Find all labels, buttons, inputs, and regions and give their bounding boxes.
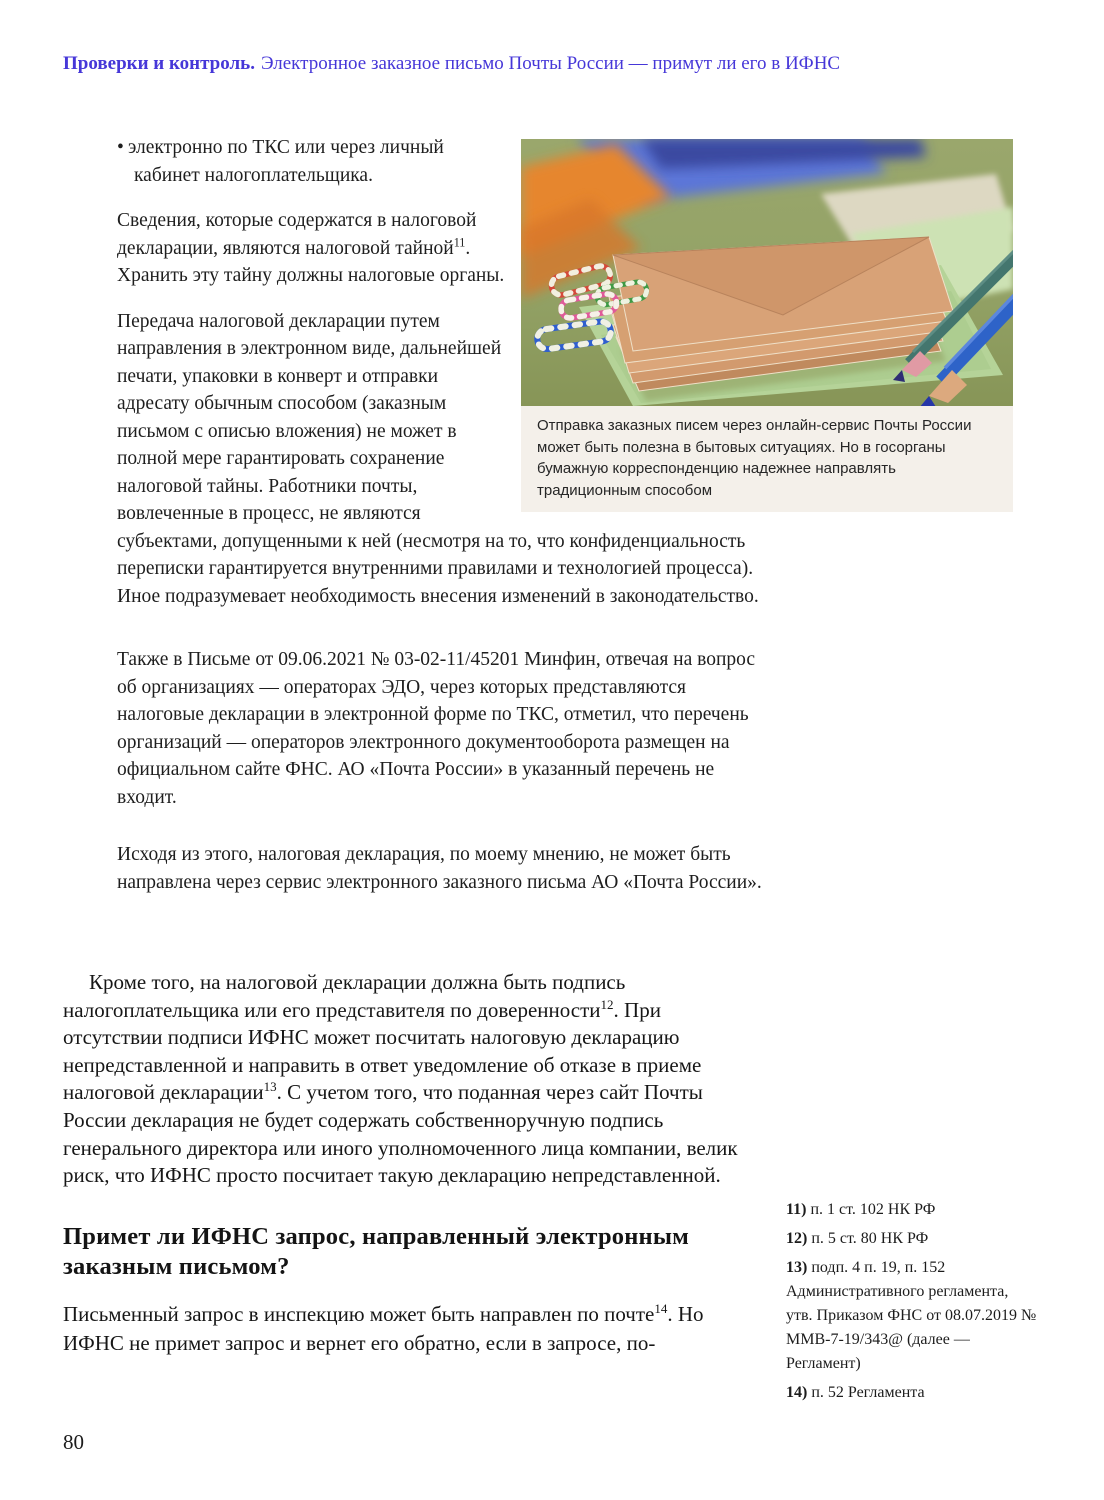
footnote-12-number: 12) xyxy=(786,1230,808,1247)
paragraph-written-request: Письменный запрос в инспекцию может быть направлен по почте$^{14}$. Но ИФНС не примет запрос и вернет его обратно, если в запросе, по- xyxy=(63,1300,704,1355)
article-lower-section xyxy=(63,969,763,1358)
paragraph-minfin-letter: Также в Письме от 09.06.2021 № 03-02-11/45201 Минфин, отвечая на вопрос об организациях — операторах ЭДО, через которых представляются налоговые декларации в электронной форме по ТКС, отметил, что перечень организаций — операторов электронного документооборота размещен на официальном сайте ФНС. АО «Почта России» в указанный перечень не входит. xyxy=(117,649,756,808)
footnote-13 xyxy=(786,1256,1038,1376)
footnote-11-number: 11) xyxy=(786,1201,807,1218)
article-upper-column xyxy=(117,134,762,914)
page-number: 80 xyxy=(63,1430,84,1454)
footnote-12-text: п. 5 ст. 80 НК РФ xyxy=(811,1230,929,1247)
footnote-13-number: 13) xyxy=(786,1259,808,1276)
footnote-14 xyxy=(786,1381,1038,1405)
footnote-14-number: 14) xyxy=(786,1384,808,1401)
footnote-11-text: п. 1 ст. 102 НК РФ xyxy=(810,1201,936,1218)
footnotes-rail xyxy=(786,1198,1038,1410)
bullet-text: электронно по ТКС или через личный кабинет налогоплательщика. xyxy=(128,137,444,186)
subheading-ifns-request: Примет ли ИФНС запрос, направленный электронным заказным письмом? xyxy=(63,1222,690,1280)
photo-wrap-spacer xyxy=(510,134,762,506)
footnote-13-text: подп. 4 п. 19, п. 152 Административного регламента, утв. Приказом ФНС от 08.07.2019 № ММВ-7-19/343@ (далее — Регламент) xyxy=(786,1259,1037,1372)
section-label: Проверки и контроль. xyxy=(63,53,255,74)
article-title: Электронное заказное письмо Почты России — примут ли его в ИФНС xyxy=(260,53,841,74)
paragraph-transfer: Передача налоговой декларации путем направления в электронном виде, дальнейшей печати, упаковки в конверт и отправки адресату обычным способом (заказным письмом с описью вложения) не может в полной мере гарантировать сохранение налоговой тайны. Работники почты, вовлеченные в процесс, не являются субъектами, допущенными к ней (несмотря на то, что конфиденциальность переписки гарантируется внутренними правилами и технологией процесса). Иное подразумевает необходимость внесения изменений в законодательство. xyxy=(117,310,759,607)
footnote-12 xyxy=(786,1227,1038,1251)
photo-caption: Отправка заказных писем через онлайн-сервис Почты России может быть полезна в бытовых ситуациях. Но в госорганы бумажную корреспонденцию надежнее направлять традиционным способом xyxy=(521,406,1013,512)
bullet-marker: • xyxy=(117,137,124,158)
paragraph-signature-risk: Кроме того, на налоговой декларации должна быть подпись налогоплательщика или его представителя по доверенности$^{12}$. При отсутствии подписи ИФНС может посчитать налоговую декларацию непредставленной и направить в ответ уведомление об отказе в приеме налоговой декларации$^{13}$. С учетом того, что поданная через сайт Почты России декларация не будет содержать собственноручную подпись генерального директора или иного уполномоченного лица компании, велик риск, что ИФНС просто посчитает такую декларацию непредставленной. xyxy=(63,970,738,1188)
paragraph-tax-secret: Сведения, которые содержатся в налоговой декларации, являются налоговой тайной$^{11}$. Хранить эту тайну должны налоговые органы. xyxy=(117,210,505,286)
running-head xyxy=(63,52,1054,76)
footnote-14-text: п. 52 Регламента xyxy=(811,1384,925,1401)
paragraph-conclusion: Исходя из этого, налоговая декларация, по моему мнению, не может быть направлена через сервис электронного заказного письма АО «Почта России». xyxy=(117,844,762,893)
footnote-11 xyxy=(786,1198,1038,1222)
